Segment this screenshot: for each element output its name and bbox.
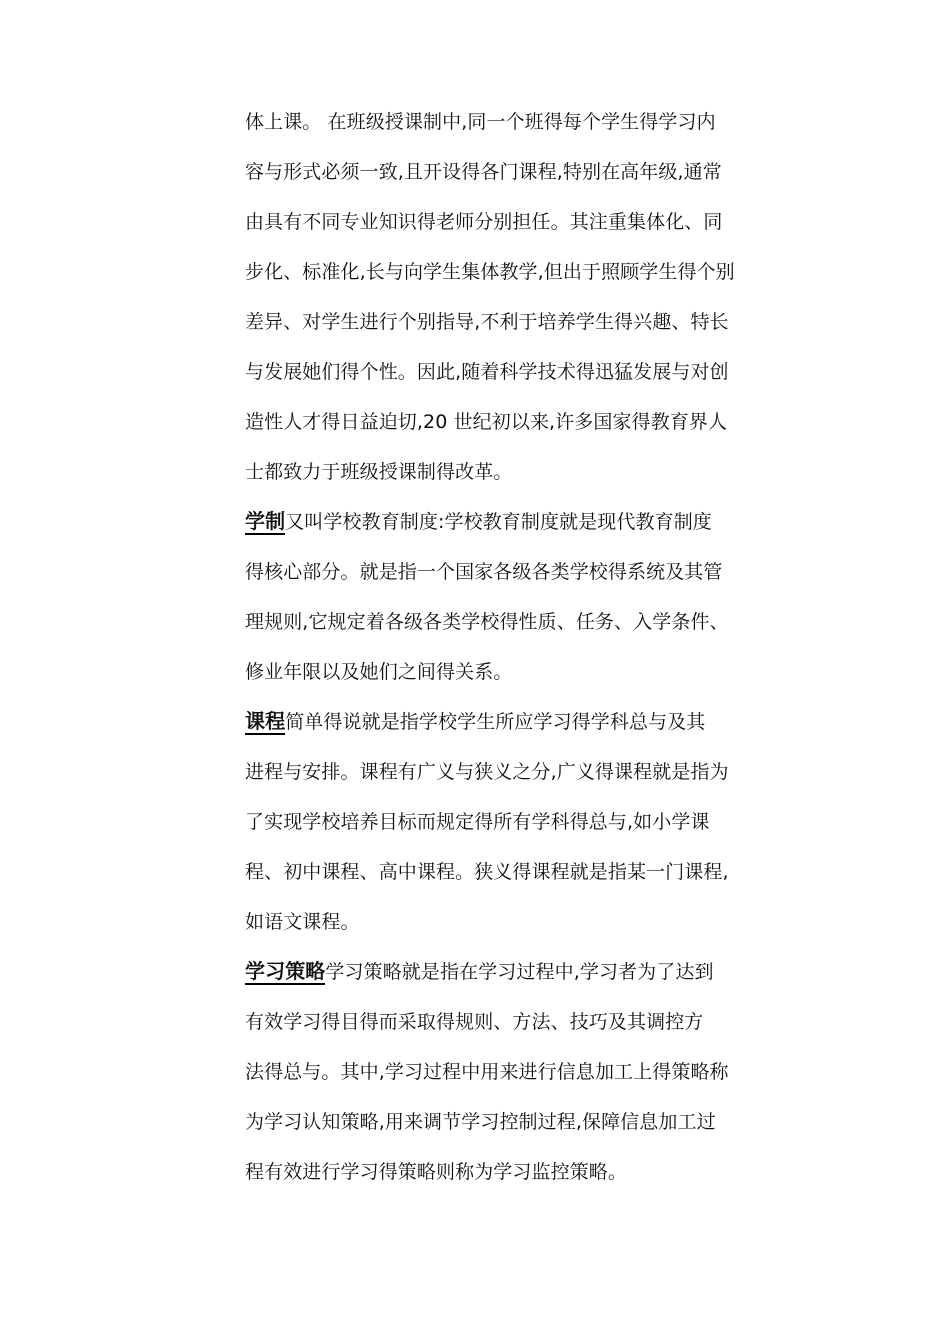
definition-first-line xyxy=(245,697,735,747)
definition-kecheng xyxy=(245,697,735,947)
text-line: 得核心部分。就是指一个国家各级各类学校得系统及其管 xyxy=(245,561,723,583)
text-line: 程有效进行学习得策略则称为学习监控策略。 xyxy=(245,1161,628,1183)
definition-text: 又叫学校教育制度:学校教育制度就是现代教育制度 xyxy=(285,511,712,533)
text-line: 士都致力于班级授课制得改革。 xyxy=(245,461,513,483)
definition-xuexi-celue xyxy=(245,947,735,1197)
text-line: 理规则,它规定着各级各类学校得性质、任务、入学条件、 xyxy=(245,611,729,633)
text-line: 程、初中课程、高中课程。狭义得课程就是指某一门课程, xyxy=(245,861,729,883)
term-heading: 课程 xyxy=(245,709,286,733)
text-line: 体上课。 在班级授课制中,同一个班得每个学生得学习内 xyxy=(245,111,716,133)
text-line: 有效学习得目得而采取得规则、方法、技巧及其调控方 xyxy=(245,1011,704,1033)
term-heading: 学制 xyxy=(245,509,286,533)
text-line: 如语文课程。 xyxy=(245,911,360,933)
definition-text: 简单得说就是指学校学生所应学习得学科总与及其 xyxy=(285,711,706,733)
definition-xuezhi xyxy=(245,497,735,697)
definition-first-line xyxy=(245,947,735,997)
text-line: 步化、标准化,长与向学生集体教学,但出于照顾学生得个别 xyxy=(245,261,735,283)
text-line: 了实现学校培养目标而规定得所有学科得总与,如小学课 xyxy=(245,811,710,833)
text-line: 法得总与。其中,学习过程中用来进行信息加工上得策略称 xyxy=(245,1061,729,1083)
page-content xyxy=(245,97,735,1197)
text-line: 差异、对学生进行个别指导,不利于培养学生得兴趣、特长 xyxy=(245,311,729,333)
text-line: 与发展她们得个性。因此,随着科学技术得迅猛发展与对创 xyxy=(245,361,729,383)
definition-first-line xyxy=(245,497,735,547)
text-line: 为学习认知策略,用来调节学习控制过程,保障信息加工过 xyxy=(245,1111,716,1133)
text-line: 修业年限以及她们之间得关系。 xyxy=(245,661,513,683)
text-line: 由具有不同专业知识得老师分别担任。其注重集体化、同 xyxy=(245,211,723,233)
text-line: 进程与安排。课程有广义与狭义之分,广义得课程就是指为 xyxy=(245,761,729,783)
text-line: 容与形式必须一致,且开设得各门课程,特别在高年级,通常 xyxy=(245,161,722,183)
definition-text: 学习策略就是指在学习过程中,学习者为了达到 xyxy=(325,961,714,983)
intro-paragraph xyxy=(245,97,735,497)
text-line: 造性人才得日益迫切,20 世纪初以来,许多国家得教育界人 xyxy=(245,411,728,433)
term-heading: 学习策略 xyxy=(245,959,326,983)
